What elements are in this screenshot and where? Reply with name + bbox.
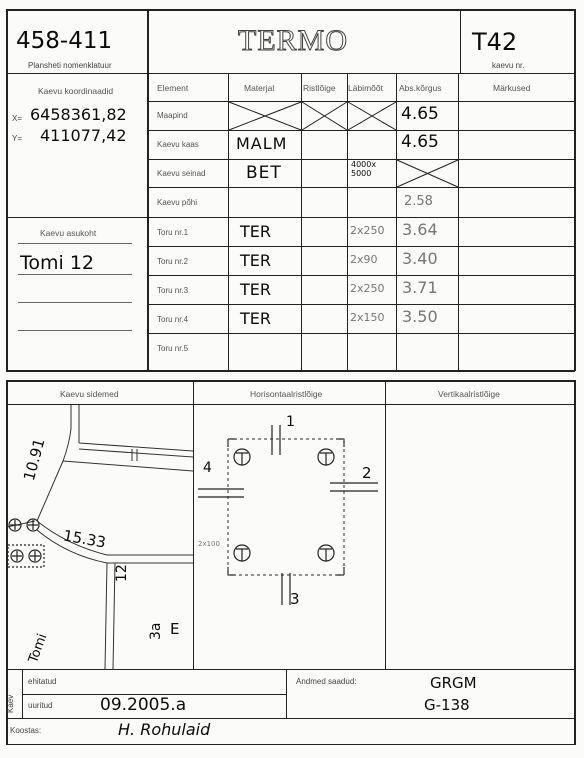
row-height-7: 3.71 — [402, 278, 438, 297]
house-letter: E — [170, 620, 180, 638]
house-number: 12 — [114, 564, 130, 582]
row-height-6: 3.40 — [402, 249, 438, 268]
x-coordinate: 6458361,82 — [30, 105, 127, 124]
well-label: kaevu nr. — [492, 61, 525, 70]
row-element-7: Toru nr.3 — [157, 286, 189, 295]
row-diameter-5: 2x250 — [350, 224, 385, 237]
street-name: Tomi — [26, 631, 51, 666]
col-section: Ristlõige — [303, 83, 336, 93]
y-coordinate: 411077,42 — [40, 126, 127, 145]
vertical-label: Vertikaalristlõige — [438, 389, 500, 399]
compiled-label: Koostas: — [10, 726, 42, 735]
row-diameter-3: 4000x 5000 — [351, 160, 377, 178]
col-element: Element — [157, 83, 189, 93]
row-height-2: 4.65 — [401, 132, 439, 152]
coordinates-label: Kaevu koordinaadid — [38, 86, 114, 96]
dimension-1: 10.91 — [20, 436, 49, 483]
row-height-5: 3.64 — [402, 220, 438, 239]
row-element-8: Toru nr.4 — [157, 315, 189, 324]
surveyed-label: uuritud — [28, 701, 53, 710]
row-height-1: 4.65 — [401, 104, 439, 124]
col-notes: Märkused — [493, 83, 531, 93]
row-height-4: 2.58 — [404, 194, 433, 209]
location-value: Tomi 12 — [20, 252, 95, 274]
connections-label: Kaevu sidemed — [60, 389, 119, 399]
col-height: Abs.kõrgus — [399, 83, 442, 93]
side-label: Kaev — [6, 694, 15, 713]
row-element-6: Toru nr.2 — [157, 257, 189, 266]
row-element-9: Toru nr.5 — [157, 344, 189, 353]
row-element-1: Maapind — [157, 111, 188, 120]
x-prefix: X= — [12, 114, 23, 123]
built-label: ehitatud — [28, 677, 57, 686]
col-material: Materjal — [244, 83, 275, 93]
row-element-4: Kaevu põhi — [157, 198, 198, 207]
side-note: 2x100 — [198, 540, 220, 548]
y-prefix: Y= — [12, 134, 23, 143]
pipe-1-label: 1 — [286, 414, 295, 430]
row-diameter-8: 2x150 — [350, 311, 385, 324]
horizontal-label: Horisontaalristlõige — [250, 389, 323, 399]
data-from-value-2: G-138 — [424, 696, 470, 714]
row-element-2: Kaevu kaas — [157, 140, 199, 149]
surveyed-value: 09.2005.a — [100, 695, 187, 715]
well-number: T42 — [472, 28, 518, 56]
horizontal-section-sketch — [194, 405, 385, 669]
row-material-8: TER — [240, 309, 271, 328]
sheet-label: Plansheti nomenklatuur — [28, 61, 112, 70]
row-material-3: BET — [246, 163, 282, 183]
row-material-2: MALM — [236, 134, 288, 153]
row-element-5: Toru nr.1 — [157, 228, 189, 237]
data-from-label: Andmed saadud: — [296, 677, 357, 686]
sheet-number: 458-411 — [16, 28, 113, 54]
row-material-5: TER — [240, 222, 271, 241]
row-material-6: TER — [240, 251, 271, 270]
row-diameter-7: 2x250 — [350, 282, 385, 295]
row-element-3: Kaevu seinad — [157, 169, 206, 178]
house-number-2: 3a — [148, 622, 164, 640]
row-material-7: TER — [240, 280, 271, 299]
row-height-8: 3.50 — [402, 307, 438, 326]
col-diameter: Läbimõõt — [348, 83, 383, 93]
compiled-value: H. Rohulaid — [118, 720, 211, 739]
dimension-2: 15.33 — [61, 526, 108, 552]
data-from-value-1: GRGM — [430, 674, 477, 692]
row-diameter-6: 2x90 — [350, 253, 378, 266]
pipe-3-label: 3 — [290, 590, 300, 608]
pipe-4-label: 4 — [203, 460, 212, 476]
form-title: TERMO — [238, 24, 348, 57]
location-label: Kaevu asukoht — [40, 228, 97, 238]
pipe-2-label: 2 — [362, 464, 372, 482]
